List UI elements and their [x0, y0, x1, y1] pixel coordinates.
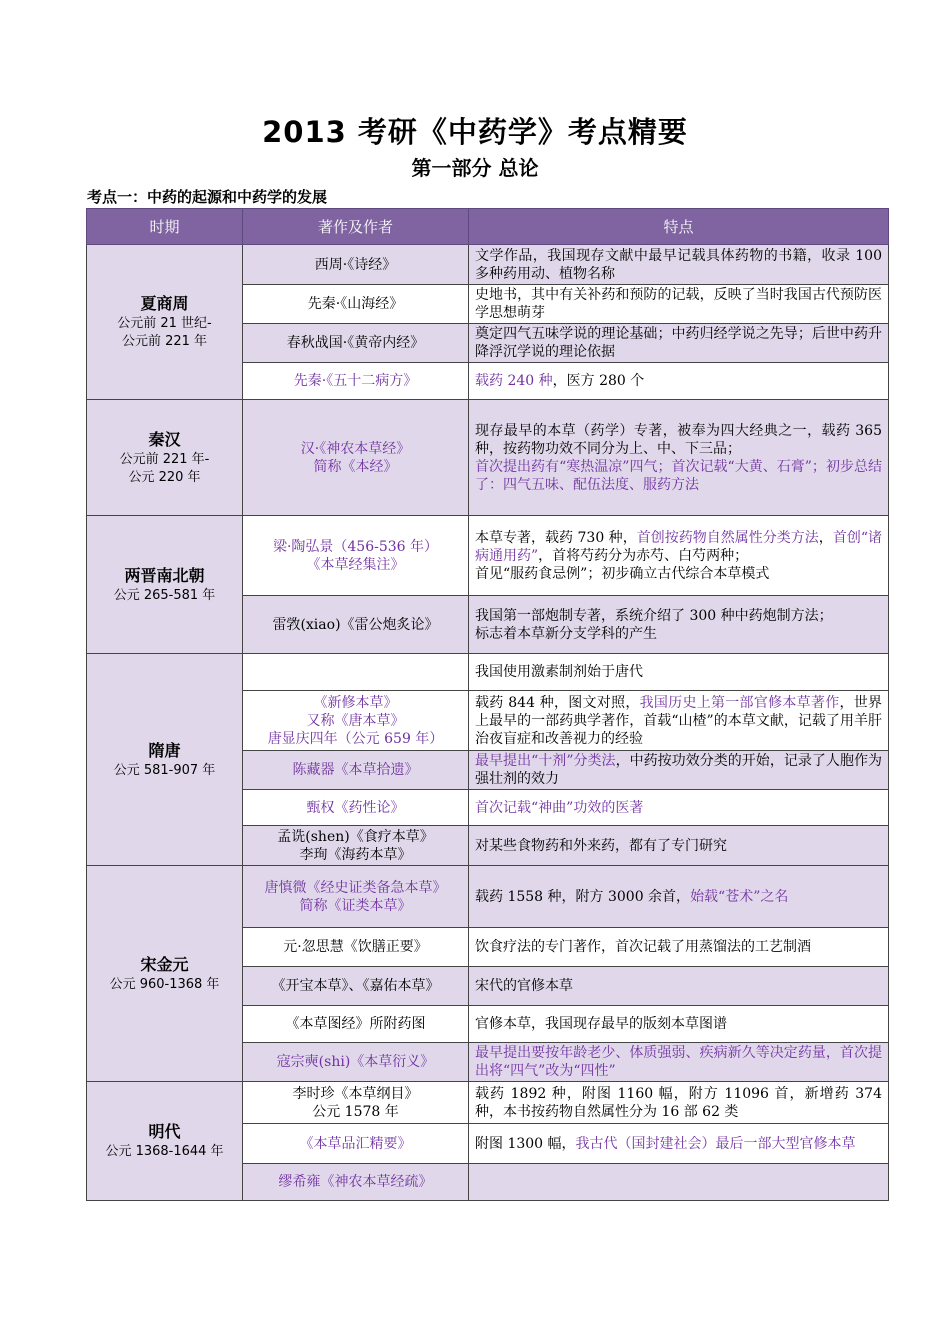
work-cell	[243, 400, 469, 516]
work-cell	[243, 928, 469, 967]
work-title: 先秦·《五十二病方》	[293, 373, 418, 389]
work-title: 汉·《神农本草经》	[300, 440, 411, 457]
section-heading: 考点一：中药的起源和中药学的发展	[87, 188, 328, 206]
period-years: 公元前 221 年-	[119, 451, 210, 467]
period-years: 公元 1368-1644 年	[105, 1144, 224, 1159]
work-cell	[243, 751, 469, 790]
work-cell	[243, 245, 469, 285]
period-cell	[87, 654, 243, 866]
history-table	[86, 208, 889, 1201]
period-years: 公元 220 年	[128, 469, 201, 485]
feature-text: 载药 1892 种，附图 1160 幅，附方 11096 首，新增药 374 种，本书按药物自然属性分为 16 部 62 类	[475, 1085, 882, 1120]
work-cell	[243, 1164, 469, 1201]
feature-highlight: 首次记载“神曲”功效的医著	[475, 799, 644, 816]
feature-text: 载药 844 种，图文对照，	[475, 694, 640, 711]
work-title: 元·忽思慧《饮膳正要》	[283, 939, 428, 955]
feature-text: 我国使用激素制剂始于唐代	[475, 664, 643, 680]
feature-text: 附图 1300 幅，	[475, 1135, 576, 1152]
period-cell	[87, 245, 243, 400]
feature-text: ，首将芍药分为赤芍、白芍两种；	[538, 547, 749, 564]
work-cell	[243, 596, 469, 654]
feature-cell	[469, 751, 889, 790]
feature-highlight: 最早提出要按年龄老少、体质强弱、疾病新久等决定药量，首次提出将“四气”改为“四性”	[475, 1045, 882, 1079]
work-title: 《本草品汇精要》	[299, 1135, 412, 1152]
feature-text: ，医方 280 个	[552, 373, 645, 389]
feature-cell	[469, 1006, 889, 1043]
period-name: 夏商周	[140, 294, 189, 313]
document-title: 2013 考研《中药学》考点精要	[262, 115, 688, 149]
table-row	[87, 866, 889, 928]
work-cell	[243, 967, 469, 1006]
feature-text: 奠定四气五味学说的理论基础；中药归经学说之先导；后世中药升降浮沉学说的理论依据	[475, 326, 882, 360]
work-alias: 又称《唐本草》	[306, 712, 405, 729]
work-cell	[243, 826, 469, 866]
work-cell	[243, 866, 469, 928]
feature-text: 标志着本草新分支学科的产生	[475, 625, 657, 642]
feature-cell	[469, 285, 889, 324]
feature-cell	[469, 1043, 889, 1082]
work-date: 唐显庆四年（公元 659 年）	[267, 730, 444, 747]
work-title: 寇宗奭(shi)《本草衍义》	[276, 1054, 435, 1070]
work-title: 春秋战国·《黄帝内经》	[286, 335, 425, 351]
feature-cell	[469, 790, 889, 826]
work-cell	[243, 1124, 469, 1164]
feature-text: ，世界上最早的一部药典学著作，首载“山楂”的本草文献，记载了用羊肝治夜盲症和改善视力的经验	[475, 694, 883, 747]
period-name: 两晋南北朝	[124, 565, 205, 585]
work-cell	[243, 1043, 469, 1082]
header-work: 著作及作者	[243, 209, 469, 245]
feature-text: 我国第一部炮制专著，系统介绍了 300 种中药炮制方法；	[475, 607, 833, 624]
feature-cell	[469, 596, 889, 654]
feature-highlight: 首次提出药有“寒热温凉”四气；首次记载“大黄、石膏”；初步总结了：四气五味、配伍法度、服药方法	[475, 458, 882, 493]
table-row	[87, 1082, 889, 1124]
period-name: 明代	[148, 1122, 181, 1141]
work-alias: 简称《证类本草》	[299, 897, 412, 914]
work-title: 《本草经集注》	[306, 556, 405, 573]
part-title: 第一部分 总论	[411, 156, 539, 180]
table-row	[87, 654, 889, 691]
feature-cell	[469, 967, 889, 1006]
feature-text: 官修本草，我国现存最早的版刻本草图谱	[475, 1016, 727, 1032]
feature-cell	[469, 691, 889, 751]
table-row	[87, 400, 889, 516]
period-name: 秦汉	[148, 429, 181, 449]
feature-cell	[469, 866, 889, 928]
work-author: 梁·陶弘景（456-536 年）	[272, 538, 439, 555]
work-title: 《新修本草》	[313, 694, 398, 711]
work-title: 先秦·《山海经》	[307, 296, 404, 312]
feature-cell	[469, 516, 889, 596]
feature-cell	[469, 245, 889, 285]
feature-cell	[469, 826, 889, 866]
period-years: 公元前 221 年	[121, 334, 208, 349]
feature-cell	[469, 1082, 889, 1124]
feature-cell	[469, 654, 889, 691]
work-cell	[243, 1006, 469, 1043]
work-cell	[243, 691, 469, 751]
work-date: 公元 1578 年	[312, 1103, 399, 1120]
feature-cell	[469, 324, 889, 363]
feature-cell	[469, 1124, 889, 1164]
feature-text: 文学作品，我国现存文献中最早记载具体药物的书籍，收录 100 多种药用动、植物名称	[475, 247, 882, 282]
feature-cell	[469, 1164, 889, 1201]
work-title: 西周·《诗经》	[314, 256, 397, 273]
feature-text: 现存最早的本草（药学）专著，被奉为四大经典之一，载药 365 种，按药物功效不同分为上、中、下三品；	[475, 422, 882, 457]
feature-text: 载药 1558 种，附方 3000 余首，	[475, 888, 691, 905]
work-cell	[243, 516, 469, 596]
feature-highlight: 首创“诸病通用药”	[475, 529, 882, 564]
feature-text: 本草专著，载药 730 种，	[475, 529, 637, 546]
period-years: 公元 265-581 年	[113, 587, 216, 603]
work-cell	[243, 790, 469, 826]
feature-text: 饮食疗法的专门著作，首次记载了用蒸馏法的工艺制酒	[475, 939, 811, 955]
feature-highlight: 首创按药物自然属性分类方法	[636, 529, 819, 546]
feature-text: ，中药按功效分类的开始，记录了人胞作为强壮剂的效力	[475, 753, 882, 787]
header-period: 时期	[87, 209, 243, 245]
period-cell	[87, 516, 243, 654]
work-title: 李珣《海药本草》	[299, 846, 412, 863]
feature-cell	[469, 363, 889, 400]
table-row	[87, 245, 889, 285]
work-title: 《开宝本草》、《嘉佑本草》	[271, 978, 440, 994]
feature-highlight: 始载“苍术”之名	[690, 888, 789, 905]
period-name: 宋金元	[140, 954, 189, 974]
work-cell	[243, 363, 469, 400]
feature-highlight: 我古代（国封建社会）最后一部大型官修本草	[575, 1135, 856, 1152]
table-row	[87, 516, 889, 596]
work-title: 缪希雍《神农本草经疏》	[278, 1174, 433, 1190]
period-cell	[87, 1082, 243, 1201]
period-years: 公元 581-907 年	[113, 762, 216, 778]
feature-highlight: 最早提出“十剂”分类法	[475, 753, 616, 769]
header-features: 特点	[469, 209, 889, 245]
feature-text: 对某些食物药和外来药，都有了专门研究	[475, 837, 727, 854]
work-cell	[243, 324, 469, 363]
work-title: 雷敩(xiao)《雷公炮炙论》	[272, 616, 439, 633]
feature-text: 宋代的官修本草	[475, 978, 573, 994]
work-title: 孟诜(shen)《食疗本草》	[277, 828, 434, 845]
work-cell	[243, 654, 469, 691]
work-title: 《本草图经》所附药图	[285, 1016, 426, 1032]
period-cell	[87, 866, 243, 1082]
period-name: 隋唐	[148, 740, 181, 760]
period-years: 公元 960-1368 年	[109, 976, 220, 992]
feature-cell	[469, 400, 889, 516]
feature-highlight: 载药 240 种	[475, 373, 553, 389]
work-alias: 简称《本经》	[313, 458, 398, 475]
work-cell	[243, 285, 469, 324]
feature-text: 首见“服药食忌例”；初步确立古代综合本草模式	[475, 565, 770, 582]
work-title: 甄权《药性论》	[306, 799, 405, 816]
work-cell	[243, 1082, 469, 1124]
feature-text: 史地书，其中有关补药和预防的记载，反映了当时我国古代预防医学思想萌芽	[475, 287, 882, 321]
period-cell	[87, 400, 243, 516]
work-title: 陈藏器《本草拾遗》	[292, 762, 419, 778]
work-title: 唐慎微《经史证类备急本草》	[264, 879, 447, 896]
table-header-row	[87, 209, 889, 245]
feature-highlight: 我国历史上第一部官修本草著作	[639, 694, 840, 711]
feature-cell	[469, 928, 889, 967]
period-years: 公元前 21 世纪-	[117, 316, 212, 331]
work-title: 李时珍《本草纲目》	[292, 1085, 419, 1102]
feature-text: ，	[818, 529, 833, 546]
